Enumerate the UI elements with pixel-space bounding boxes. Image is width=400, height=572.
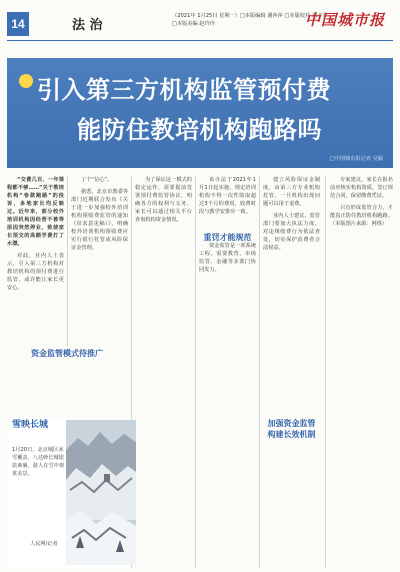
article-column-2 [71,176,128,344]
great-wall-snow-photo [66,420,136,565]
subhead: 资金监管模式待推广 [31,349,103,358]
article-column-6 [330,176,393,566]
subhead: 重罚才能规范 [203,233,252,242]
article-column-1 [7,176,64,344]
photo-title: 雪映长城 [12,420,49,430]
article-paragraph: “交费几百、一年课程都不够……”关于教培机构“卷款跑路”的投诉，多地家长均反映过。近年来，部分校外培训机构因经营不善等原因突然停业，致使家长预交的高额学费打了水漂。 [7,177,64,247]
column-rule [67,176,68,346]
photo-caption: 1月20日，北京城区冰雪覆盖，八达岭长城银装素裹，游人在雪中观赏美景。 [12,447,64,477]
article-paragraph: 为了保证这一模式的稳定运作，需要提前签署预付费监管协议，明确各方的权利与义务。家长可以通过相关平台查询机构资金情况。 [135,177,192,223]
article-paragraph: 专家建议，家长在报名前应核实机构资质，签订规范合同，保留缴费凭证。 [330,177,393,199]
masthead-logo: 中国城市报 [305,11,386,29]
subhead: 加强资金监管 构建长效机制 [267,419,316,439]
headline-line-2: 能防住教培机构跑路吗 [77,116,322,144]
photo-credit: 人民网/记者 [30,541,58,547]
page-number: 14 [7,12,29,36]
headline-dot-icon [19,74,33,88]
article-paragraph: 业内人士建议，监管部门要加大执法力度，对违规收费行为依法查处，切实保护消费者合法权益。 [263,213,320,251]
section-label: 法 治 [72,18,103,33]
date-line: （2021年 1月25日 星期一）□本版编辑 谢萍萍 □本版校对 刘子菲 [172,13,328,19]
article-paragraph: 只有形成监管合力，才能真正防住教培机构跑路。（本版图片来源：网络） [330,205,393,227]
headline-byline: □中国城市报记者 吴颖 [329,156,383,162]
article-paragraph: 资金监管是一项系统工程，需要教育、市场监管、金融等多部门协同发力。 [199,243,256,273]
article-paragraph: 了个“信心”。 [81,177,113,183]
snow-landscape-image [66,420,136,565]
column-rule [259,176,260,568]
column-rule [325,176,326,568]
article-column-3 [135,176,192,566]
headline-panel [7,58,393,168]
article-paragraph: 对此，业内人士表示，引入第三方机构对教培机构的预付费进行监管，或许能让家长更安心。 [7,253,64,291]
article-paragraph: 据悉，北京市教委等部门近期联合发布《关于进一步加强校外培训机构预收费监管的通知（征求意见稿）》，明确校外培训机构预收费应实行银行托管或风险保证金管理。 [71,189,128,251]
article-paragraph: 建立风险保证金制度，由第三方专业机构托管，一旦机构出现问题可以用于退费。 [263,177,320,207]
article-paragraph: 该办法于2021年1月1日起实施。规定培训机构不得一次性收取超过3个月的费用，收费时段与教学安排应一致。 [199,177,256,215]
article-column-5 [263,176,320,566]
headline-line-1: 引入第三方机构监管预付费 [37,76,331,104]
header-rule [7,40,393,41]
date-line-editors: □本版美编 赵玲玲 [172,21,215,27]
column-rule [195,176,196,568]
